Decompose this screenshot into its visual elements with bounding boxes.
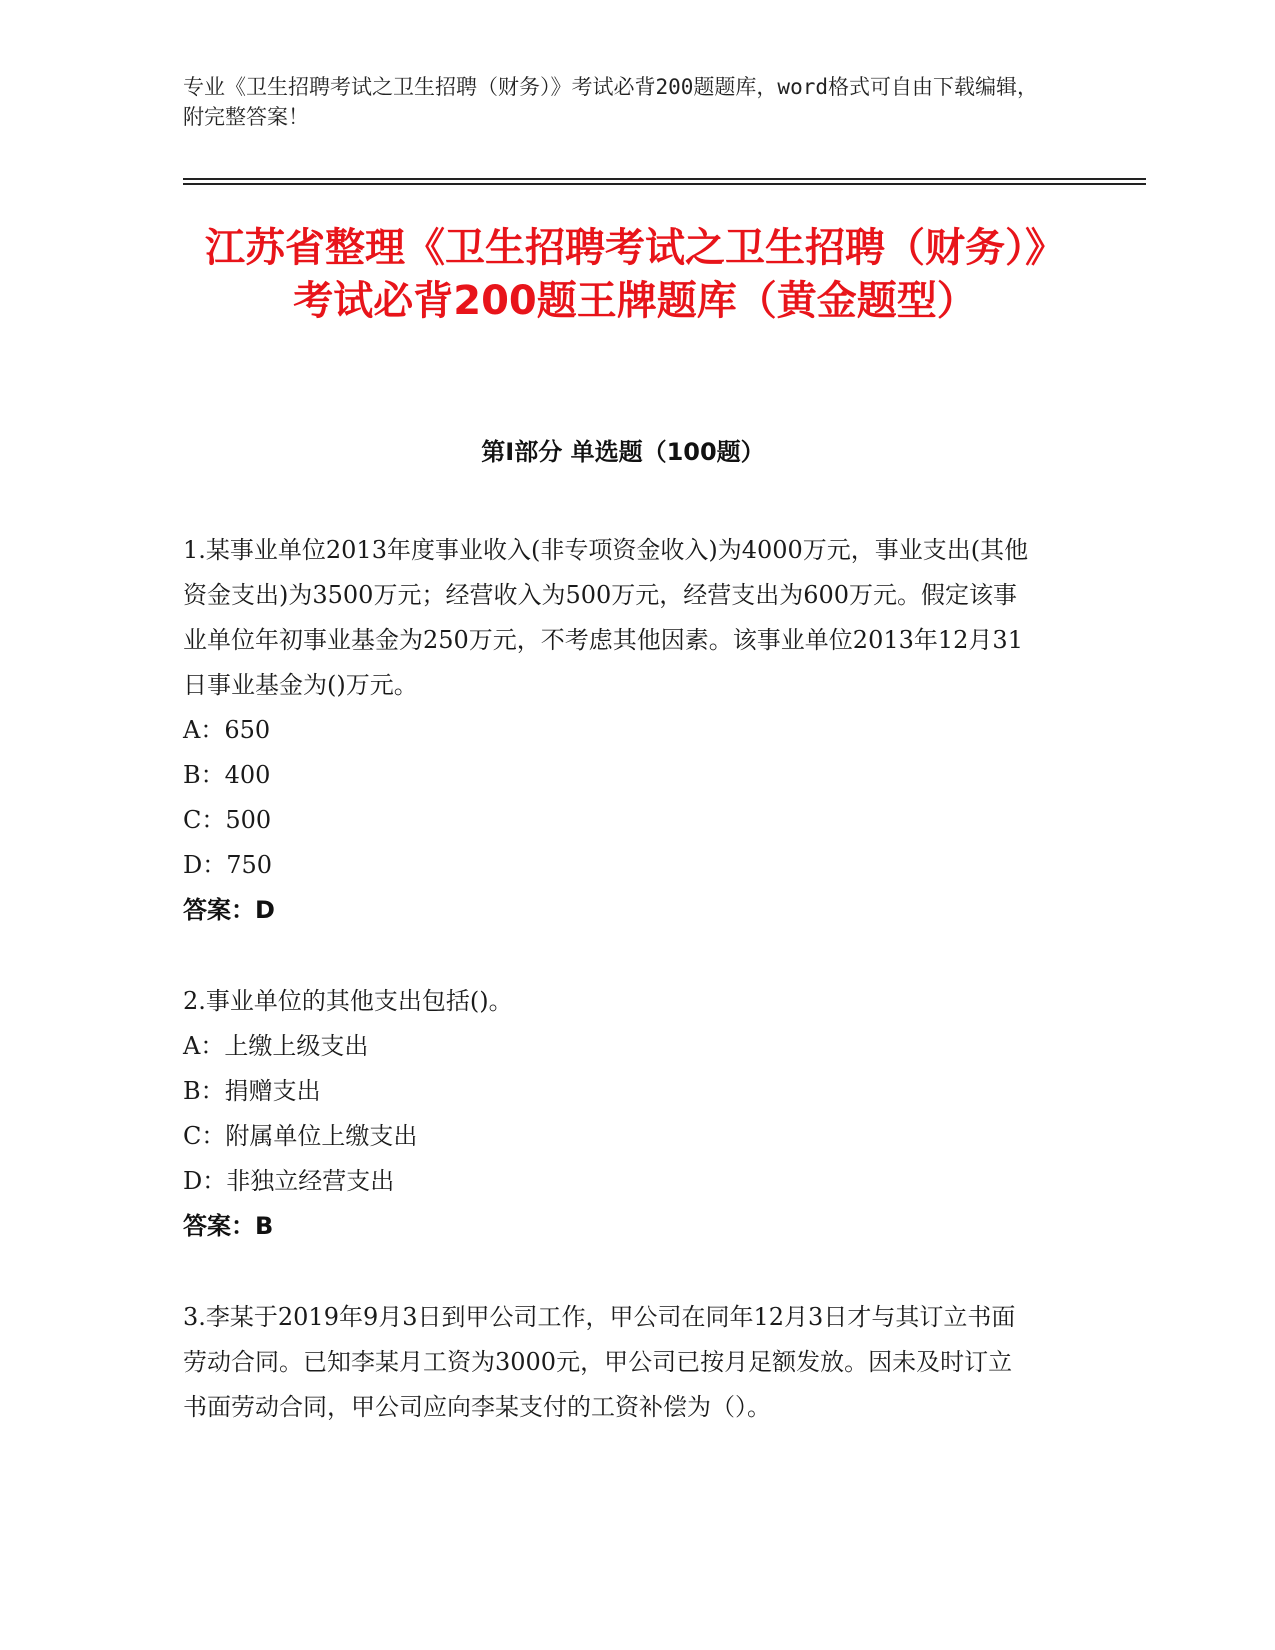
- header-rule-top: [183, 178, 1146, 180]
- option-d: D：750: [183, 851, 273, 879]
- main-title: 江苏省整理《卫生招聘考试之卫生招聘（财务）》考试必背200题王牌题库（黄金题型）: [205, 225, 1065, 324]
- option-c: C：附属单位上缴支出: [183, 1122, 418, 1150]
- option-d: D：非独立经营支出: [183, 1167, 395, 1195]
- option-a: A：650: [183, 716, 271, 744]
- header-rule-bottom: [183, 183, 1146, 185]
- option-c: C：500: [183, 806, 272, 834]
- question-stem: 1.某事业单位2013年度事业收入(非专项资金收入)为4000万元，事业支出(其他资金支出)为3500万元；经营收入为500万元，经营支出为600万元。假定该事业单位年初事业基金为250万元，不考虑其他因素。该事业单位2013年12月31日事业基金为()万元。: [183, 536, 1029, 699]
- question-2: [183, 979, 1033, 1249]
- question-stem: 2.事业单位的其他支出包括()。: [183, 987, 513, 1015]
- option-b: B：捐赠支出: [183, 1077, 321, 1105]
- question-3: [183, 1295, 1033, 1430]
- question-stem: 3.李某于2019年9月3日到甲公司工作，甲公司在同年12月3日才与其订立书面劳动合同。已知李某月工资为3000元，甲公司已按月足额发放。因未及时订立书面劳动合同，甲公司应向李某支付的工资补偿为（）。: [183, 1303, 1016, 1421]
- section-title: 第I部分 单选题（100题）: [481, 438, 765, 466]
- question-1: [183, 528, 1033, 933]
- question-list: [183, 528, 1033, 1476]
- option-b: B：400: [183, 761, 271, 789]
- answer-line: 答案：B: [183, 1212, 274, 1240]
- option-a: A：上缴上级支出: [183, 1032, 369, 1060]
- answer-line: 答案：D: [183, 896, 275, 924]
- header-note: 专业《卫生招聘考试之卫生招聘（财务）》考试必背200题题库，word格式可自由下载编辑，附完整答案！: [183, 75, 1038, 129]
